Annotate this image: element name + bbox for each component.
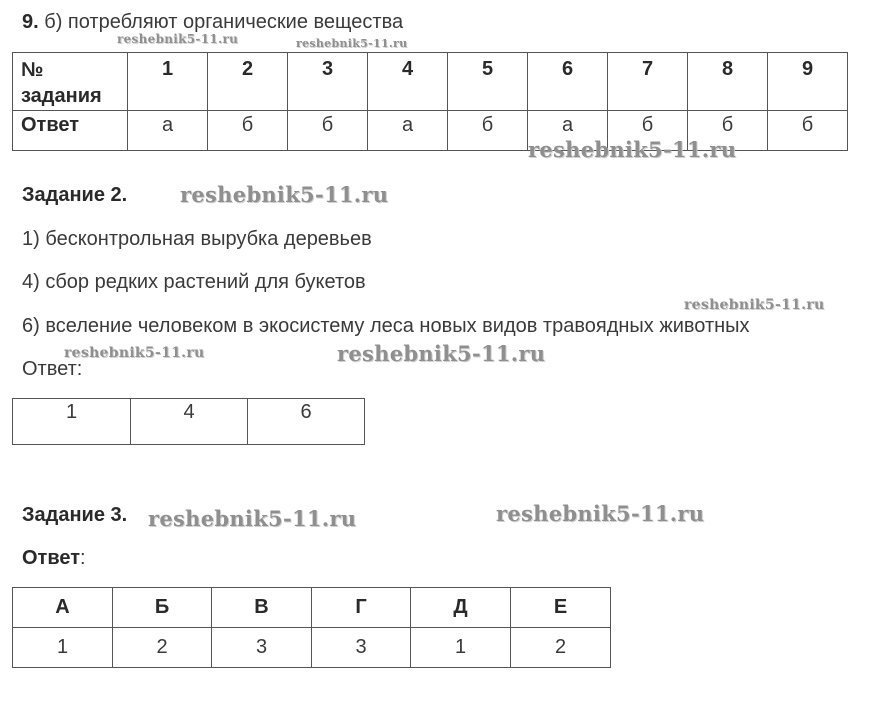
q9-line xyxy=(22,11,403,34)
task2-answer-label: Ответ: xyxy=(22,358,83,380)
table2-cell: 6 xyxy=(248,399,365,445)
table1-answer-cell: б xyxy=(688,111,768,151)
watermark: reshebnik5-11.ru xyxy=(180,182,389,207)
table1-answer-cell: а xyxy=(128,111,208,151)
table3-value-cell: 2 xyxy=(113,628,212,668)
table1-number-cell: 7 xyxy=(608,53,688,111)
task2-title: Задание 2. xyxy=(22,184,128,206)
answers-table-3 xyxy=(12,587,611,668)
table1-number-cell: 3 xyxy=(288,53,368,111)
watermark: reshebnik5-11.ru xyxy=(148,506,357,531)
table1-answer-cell: б xyxy=(288,111,368,151)
table1-header-label-line2: задания xyxy=(21,85,102,107)
table3-value-cell: 1 xyxy=(411,628,511,668)
table3-value-cell: 1 xyxy=(13,628,113,668)
watermark: reshebnik5-11.ru xyxy=(117,32,239,46)
table1-number-cell: 8 xyxy=(688,53,768,111)
watermark: reshebnik5-11.ru xyxy=(684,297,825,313)
table1-answer-cell: б xyxy=(448,111,528,151)
table3-header-cell: Е xyxy=(511,588,611,628)
table1-number-cell: 6 xyxy=(528,53,608,111)
table2-cell: 1 xyxy=(13,399,131,445)
table1-header-row xyxy=(13,53,848,111)
table3-value-cell: 3 xyxy=(212,628,312,668)
task3-answer-label: Ответ xyxy=(22,547,81,569)
task3-title: Задание 3. xyxy=(22,504,128,526)
q9-text: б) потребляют органические вещества xyxy=(38,11,404,33)
table1-answer-cell: а xyxy=(368,111,448,151)
table1-header-label xyxy=(13,53,128,111)
table1-header-label-line1: № xyxy=(21,59,44,81)
task2-item: 4) сбор редких растений для букетов xyxy=(22,271,366,293)
watermark: reshebnik5-11.ru xyxy=(528,137,737,162)
table2-cell: 4 xyxy=(131,399,248,445)
watermark: reshebnik5-11.ru xyxy=(337,341,546,366)
table1-answer-cell: б xyxy=(768,111,848,151)
task2-item: 6) вселение человеком в экосистему леса новых видов травоядных животных xyxy=(22,315,750,337)
watermark: reshebnik5-11.ru xyxy=(64,345,205,361)
table1-number-cell: 4 xyxy=(368,53,448,111)
table3-header-cell: Б xyxy=(113,588,212,628)
q9-number: 9. xyxy=(22,11,39,33)
watermark: reshebnik5-11.ru xyxy=(296,37,408,50)
table1-number-cell: 5 xyxy=(448,53,528,111)
task2-item: 1) бесконтрольная вырубка деревьев xyxy=(22,228,372,250)
table3-header-row xyxy=(13,588,611,628)
watermark: reshebnik5-11.ru xyxy=(496,501,705,526)
table1-number-cell: 2 xyxy=(208,53,288,111)
table1-answer-cell: а xyxy=(528,111,608,151)
table3-value-cell: 3 xyxy=(312,628,411,668)
table3-header-cell: А xyxy=(13,588,113,628)
table1-answer-cell: б xyxy=(208,111,288,151)
task3-answer-colon: : xyxy=(80,547,86,569)
table3-header-cell: Д xyxy=(411,588,511,628)
table1-answer-label: Ответ xyxy=(13,111,128,151)
table3-header-cell: Г xyxy=(312,588,411,628)
task3-answer-line xyxy=(22,547,86,570)
table2-row xyxy=(13,399,365,445)
answers-table-2 xyxy=(12,398,365,445)
table3-value-row xyxy=(13,628,611,668)
table1-number-cell: 1 xyxy=(128,53,208,111)
table1-number-cell: 9 xyxy=(768,53,848,111)
table3-value-cell: 2 xyxy=(511,628,611,668)
table3-header-cell: В xyxy=(212,588,312,628)
table1-answer-cell: б xyxy=(608,111,688,151)
